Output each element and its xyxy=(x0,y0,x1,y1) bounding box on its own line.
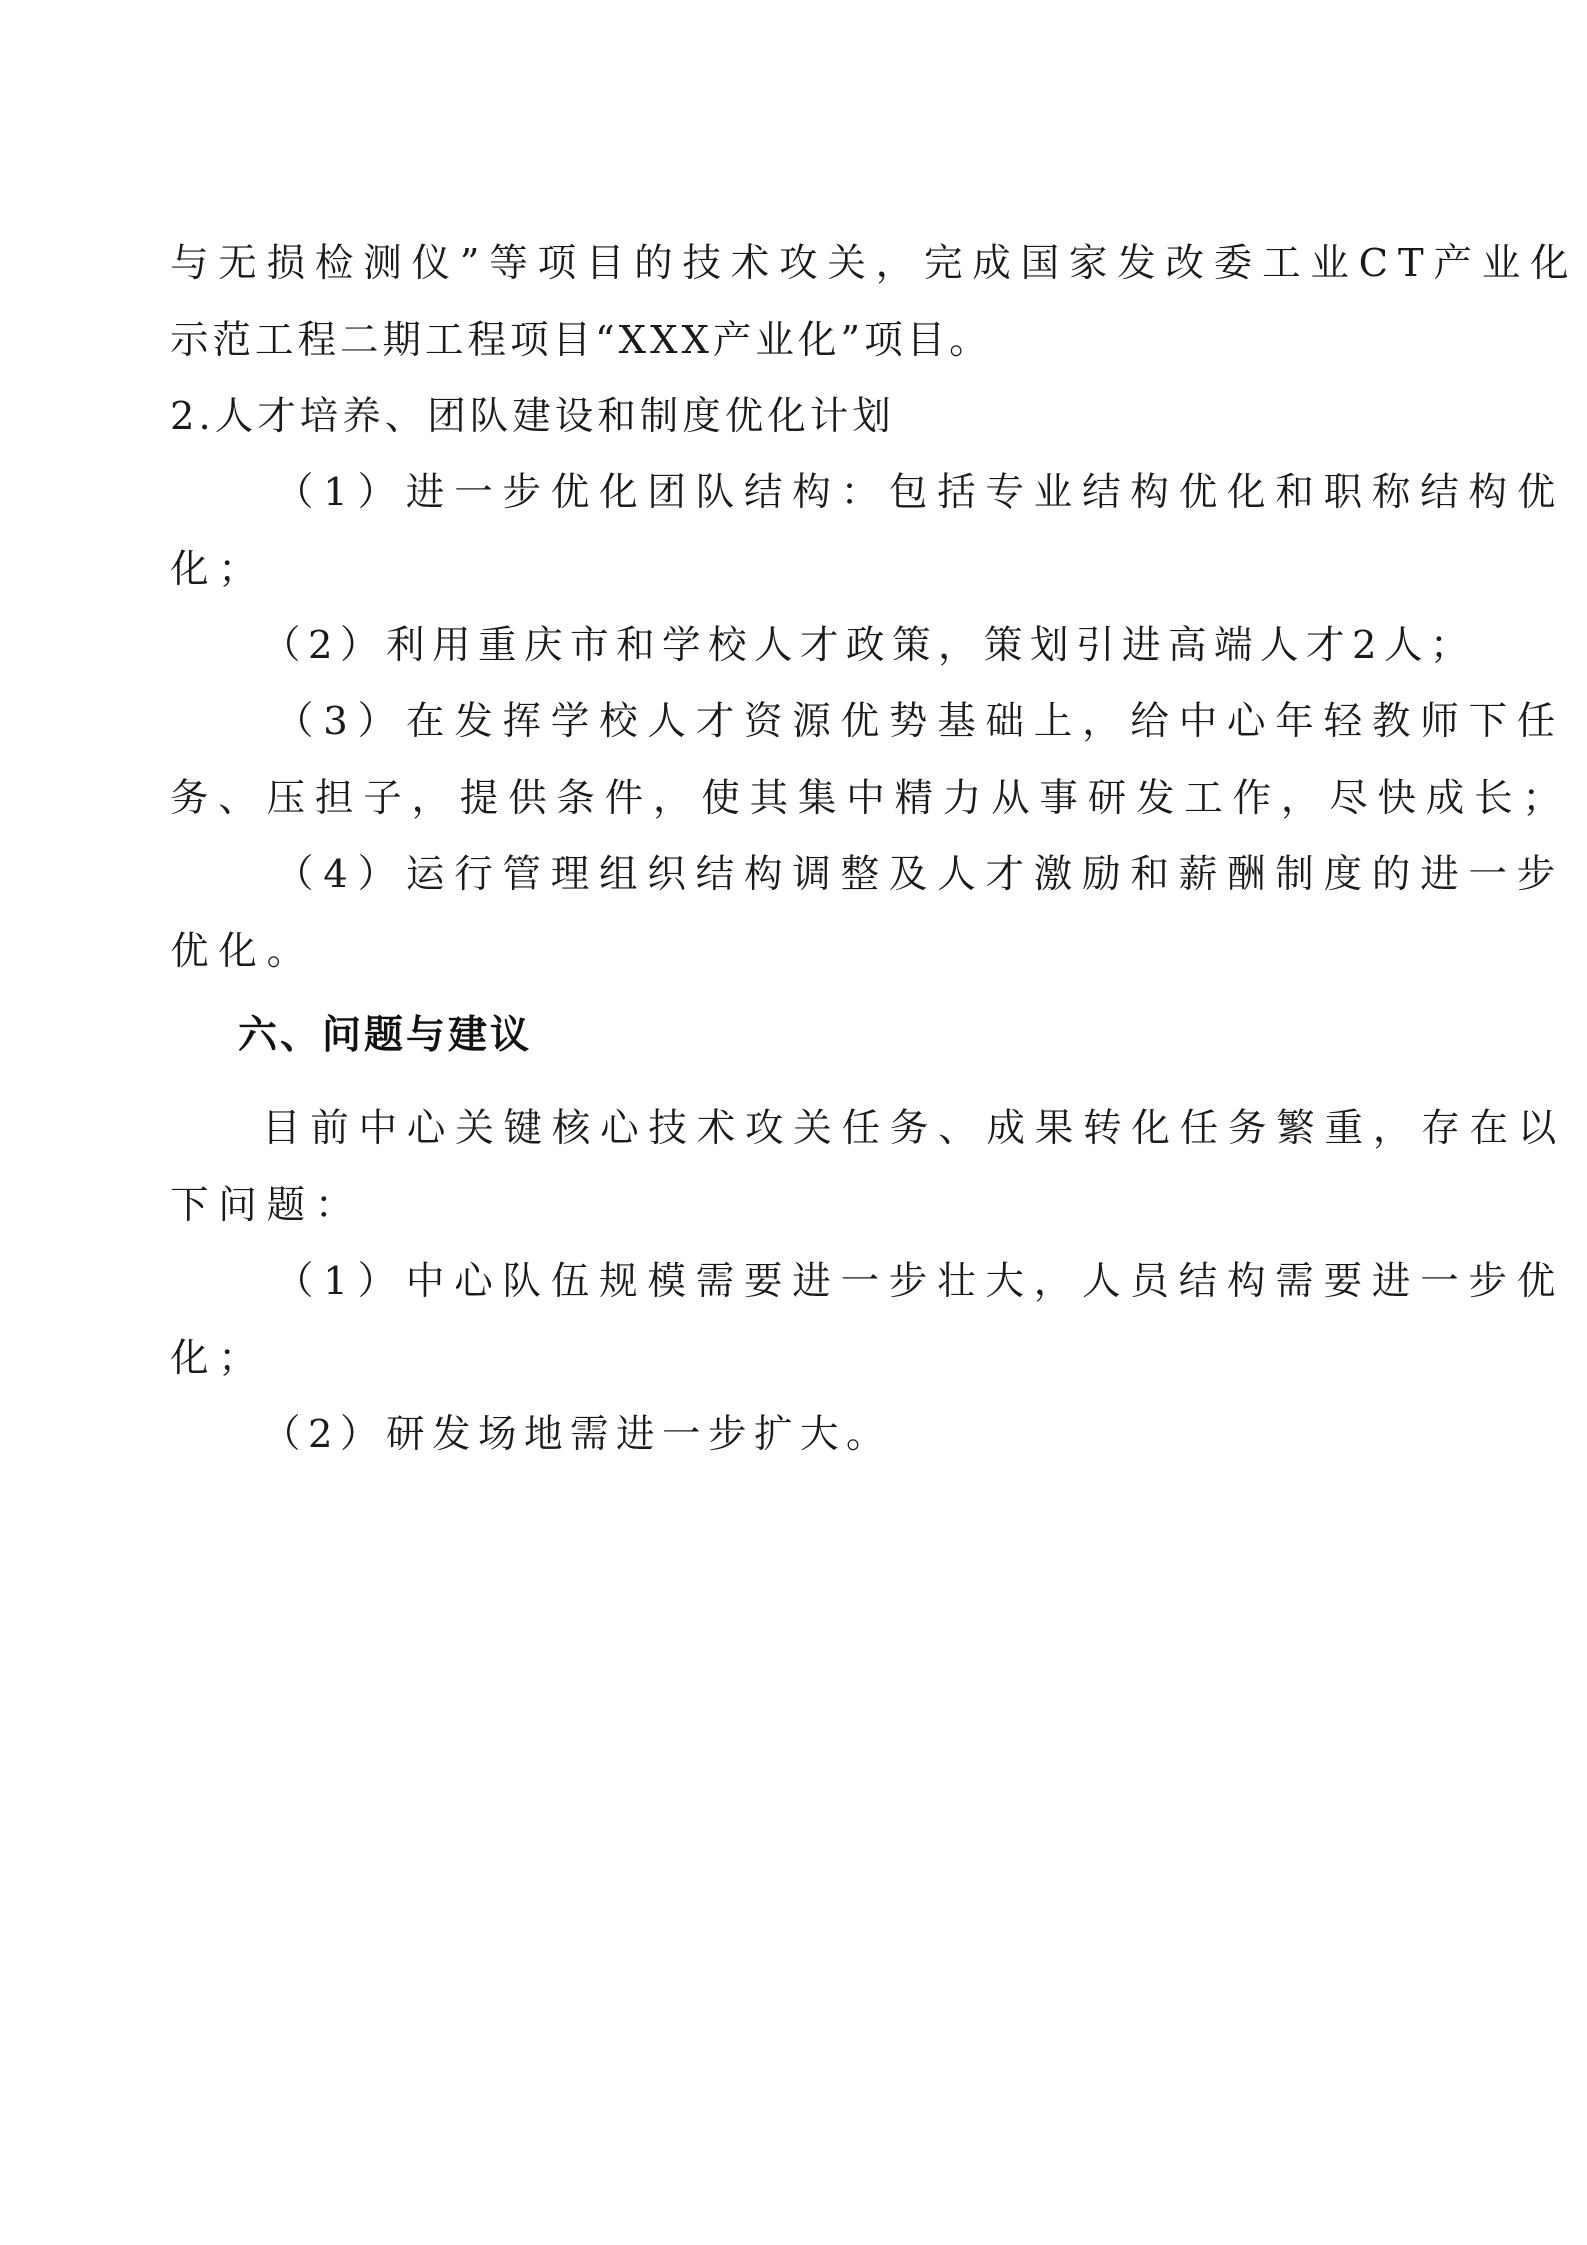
paragraph-line: （1）中心队伍规模需要进一步壮大，人员结构需要进一步优 xyxy=(275,1259,1566,1304)
paragraph-line: 下问题： xyxy=(170,1183,364,1228)
paragraph-line: 与无损检测仪”等项目的技术攻关，完成国家发改委工业CT产业化 xyxy=(170,241,1579,286)
paragraph-line: 化； xyxy=(170,547,267,592)
section-heading: 六、问题与建议 xyxy=(238,1013,533,1058)
paragraph-line: 2.人才培养、团队建设和制度优化计划 xyxy=(170,394,895,439)
paragraph-line: 优化。 xyxy=(170,929,315,974)
paragraph-line: 化； xyxy=(170,1336,267,1381)
paragraph-line: （1）进一步优化团队结构：包括专业结构优化和职称结构优 xyxy=(275,470,1566,515)
paragraph-line: 目前中心关键核心技术攻关任务、成果转化任务繁重，存在以 xyxy=(262,1106,1567,1151)
paragraph-line: （3）在发挥学校人才资源优势基础上，给中心年轻教师下任 xyxy=(275,699,1566,744)
paragraph-line: 示范工程二期工程项目“XXX产业化”项目。 xyxy=(170,318,992,363)
paragraph-line: （2）利用重庆市和学校人才政策，策划引进高端人才2人； xyxy=(262,623,1476,668)
paragraph-line: （2）研发场地需进一步扩大。 xyxy=(262,1412,892,1457)
paragraph-line: 务、压担子，提供条件，使其集中精力从事研发工作，尽快成长； xyxy=(170,776,1571,821)
paragraph-line: （4）运行管理组织结构调整及人才激励和薪酬制度的进一步 xyxy=(275,852,1566,897)
